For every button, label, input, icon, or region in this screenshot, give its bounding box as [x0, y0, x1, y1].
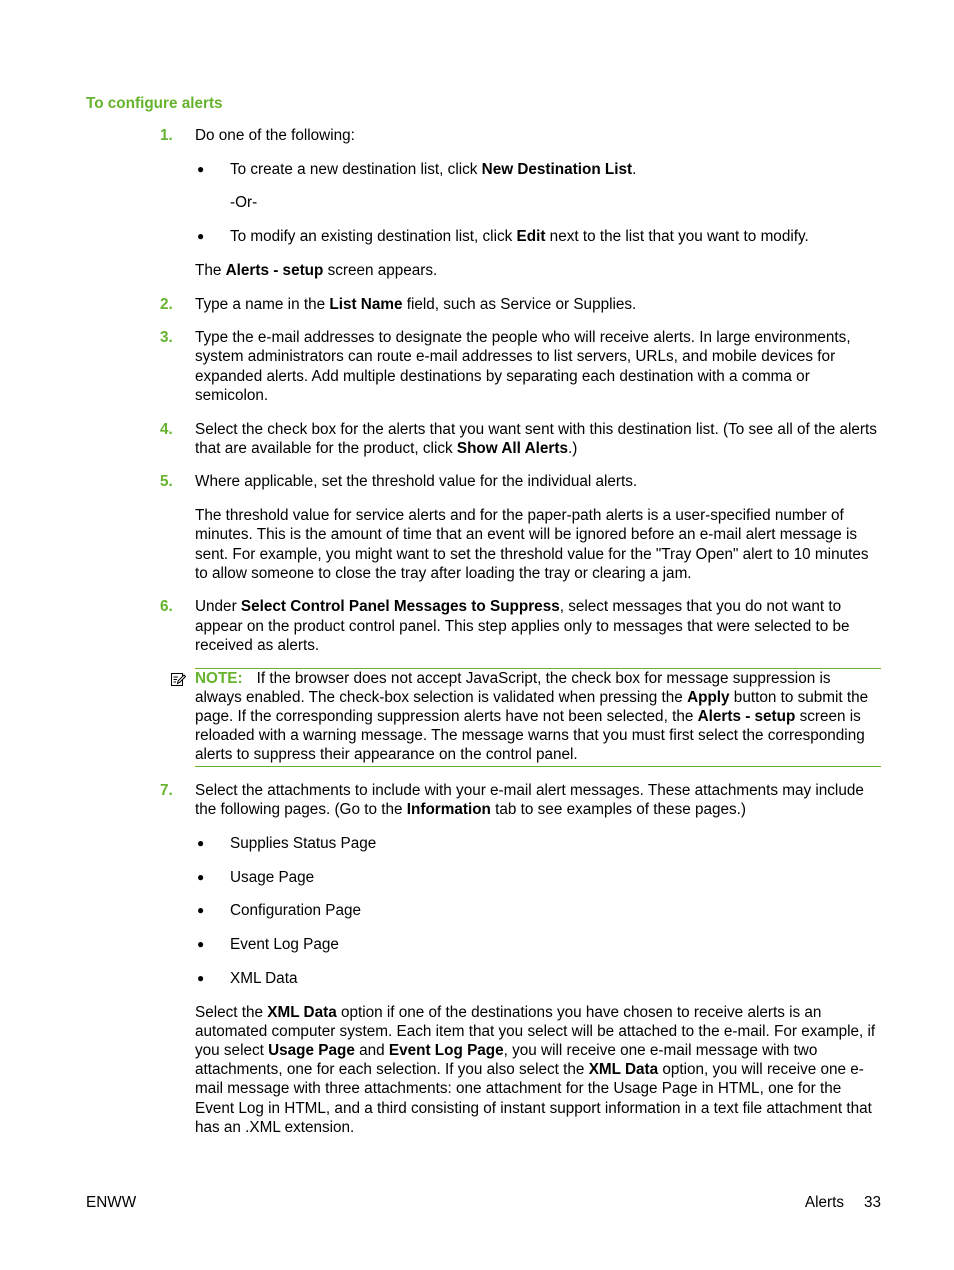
- step-5: [160, 472, 883, 583]
- footer-brand: ENWW: [86, 1194, 137, 1211]
- list-item: ● Usage Page: [197, 868, 315, 886]
- bullet-icon: ●: [197, 970, 205, 985]
- ui-term: Show All Alerts: [456, 439, 568, 457]
- attachment-list: [195, 834, 883, 988]
- step-number: 6.: [160, 598, 173, 616]
- step-7: [160, 781, 883, 1137]
- step-number: 3.: [160, 329, 173, 347]
- ui-term: List Name: [329, 295, 403, 313]
- footer-page-info: [805, 1193, 881, 1212]
- option-list: [195, 160, 883, 179]
- step-2: [160, 295, 883, 314]
- ui-term: Edit: [516, 228, 546, 246]
- ui-term: XML Data: [267, 1003, 337, 1021]
- ui-term: New Destination List: [481, 160, 633, 178]
- step-text: Where applicable, set the threshold value for the individual alerts.: [195, 473, 638, 491]
- step-text: Do one of the following:: [195, 127, 355, 144]
- step-detail: Select the XML Data option if one of the destinations you have chosen to receive alerts is an automated computer system. Each item that you select will be attached to the e-mail. For example, if you select Usage Page and Event Log Page, you will receive one e-mail message with two attachments, one for each selection. If you also select the XML Data option, you will receive one e-mail message with three attachments: one attachment for the Usage Page in HTML, one for the Event Log in HTML, and a third consisting of instant support information in a text file attachment that has an .XML extension.: [195, 1003, 876, 1136]
- step-number: 5.: [160, 473, 173, 491]
- bullet-icon: ●: [197, 869, 205, 884]
- ui-term: Select Control Panel Messages to Suppress: [240, 598, 560, 616]
- ui-term: Apply: [687, 688, 730, 706]
- note-label: NOTE:: [195, 669, 243, 687]
- bullet-icon: ●: [197, 229, 205, 244]
- step-number: 4.: [160, 420, 173, 438]
- ui-term: XML Data: [588, 1061, 659, 1079]
- step-text: Select the attachments to include with your e-mail alert messages. These attachments may include the following pages. (Go to the Information tab to see examples of these pages.): [195, 782, 864, 819]
- step-result: The Alerts - setup screen appears.: [195, 261, 438, 279]
- step-4: [160, 420, 883, 458]
- note-icon: [170, 671, 186, 687]
- footer-section: Alerts: [804, 1194, 844, 1211]
- step-text: Select the check box for the alerts that you want sent with this destination list. (To see all of the alerts that are available for the product, click Show All Alerts.): [195, 420, 877, 457]
- list-item: ● Event Log Page: [197, 936, 339, 954]
- list-item: ● XML Data: [197, 969, 298, 987]
- list-item: ● Supplies Status Page: [197, 834, 377, 852]
- page-number: 33: [863, 1194, 881, 1211]
- step-6: [160, 597, 883, 655]
- step-text: Type a name in the List Name field, such as Service or Supplies.: [195, 295, 637, 313]
- ui-term: Information: [406, 801, 491, 819]
- step-3: [160, 328, 883, 405]
- list-item: ● To modify an existing destination list, click Edit next to the list that you want to modify.: [197, 228, 809, 246]
- list-item: ● Configuration Page: [197, 902, 361, 920]
- ui-term: Alerts - setup: [225, 261, 324, 279]
- or-separator: -Or-: [230, 194, 258, 212]
- ui-term: Event Log Page: [388, 1041, 504, 1059]
- section-heading: To configure alerts: [86, 95, 223, 112]
- ui-term: Alerts - setup: [697, 707, 796, 725]
- step-text: Under Select Control Panel Messages to Suppress, select messages that you do not want to appear on the product control panel. This step applies only to messages that were selected to be received as alerts.: [195, 598, 850, 654]
- list-item: ● To create a new destination list, click New Destination List.: [197, 160, 637, 178]
- step-detail: The threshold value for service alerts and for the paper-path alerts is a user-specified number of minutes. This is the amount of time that an event will be ignored before an e-mail alert message is sent. For example, you might want to set the threshold value for the "Tray Open" alert to 10 minutes to allow someone to close the tray after loading the tray or clearing a jam.: [195, 507, 869, 582]
- ui-term: Usage Page: [268, 1041, 355, 1059]
- step-number: 1.: [160, 127, 173, 144]
- step-text: Type the e-mail addresses to designate the people who will receive alerts. In large environments, system administrators can route e-mail addresses to list servers, URLs, and mobile devices for expanded alerts. Add multiple destinations by separating each destination with a comma or semicolon.: [195, 329, 851, 404]
- procedure: [0, 126, 954, 1151]
- note-box: NOTE: If the browser does not accept JavaScript, the check box for message suppression is always enabled. The check-box selection is validated when pressing the Apply button to submit the page. If the corresponding suppression alerts have not been selected, the Alerts - setup screen is reloaded with a warning message. The message warns that you must first select the corresponding alerts to suppress their appearance on the control panel.: [195, 668, 881, 767]
- step-1: [160, 126, 883, 280]
- bullet-icon: ●: [197, 937, 205, 952]
- step-number: 2.: [160, 295, 173, 313]
- step-number: 7.: [160, 782, 173, 800]
- bullet-icon: ●: [197, 161, 205, 176]
- bullet-icon: ●: [197, 903, 205, 918]
- bullet-icon: ●: [197, 835, 205, 850]
- option-list: [195, 227, 883, 246]
